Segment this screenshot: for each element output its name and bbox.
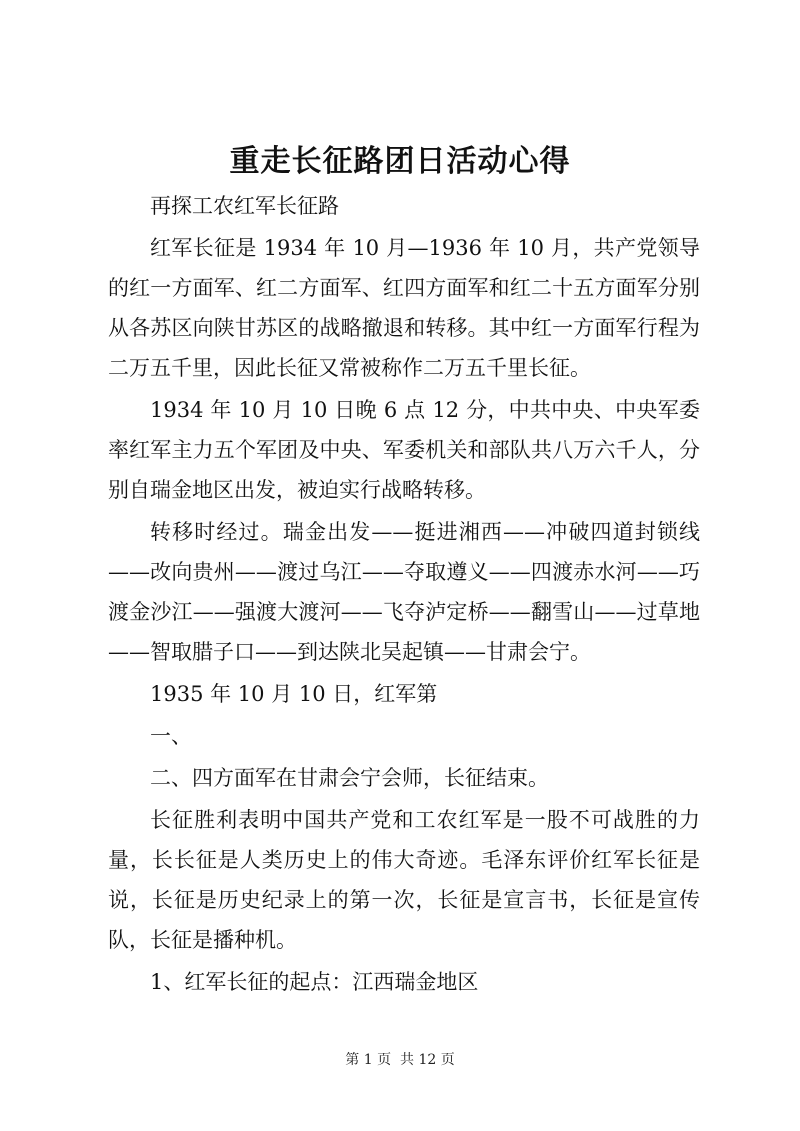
paragraph-subtitle: 再探工农红军长征路 — [150, 194, 339, 218]
page-footer — [0, 1050, 800, 1070]
document-title: 重走长征路团日活动心得 — [229, 144, 571, 179]
paragraph-intro: 红军长征是 1934 年 10 月—1936 年 10 月，共产党领导的红一方面军、红二方面军、红四方面军和红二十五方面军分别从各苏区向陕甘苏区的战略撤退和转移。其中红一方面军行程为二万五千里，因此长征又常被称作二万五千里长征。 — [108, 236, 700, 380]
paragraph-route: 转移时经过。瑞金出发——挺进湘西——冲破四道封锁线——改向贵州——渡过乌江——夺取遵义——四渡赤水河——巧渡金沙江——强渡大渡河——飞夺泸定桥——翻雪山——过草地——智取腊子口——到达陕北吴起镇——甘肃会宁。 — [108, 520, 700, 664]
paragraph-departure: 1934 年 10 月 10 日晚 6 点 12 分，中共中央、中央军委率红军主力五个军团及中央、军委机关和部队共八万六千人，分别自瑞金地区出发，被迫实行战略转移。 — [108, 398, 700, 502]
paragraph-item-one: 一、 — [150, 724, 192, 748]
paragraph-date: 1935 年 10 月 10 日，红军第 — [150, 682, 438, 706]
document-body — [108, 186, 700, 1002]
paragraph-reunion: 二、四方面军在甘肃会宁会师，长征结束。 — [150, 766, 549, 790]
paragraph-starting-point: 1、红军长征的起点：江西瑞金地区 — [150, 970, 479, 994]
paragraph-significance: 长征胜利表明中国共产党和工农红军是一股不可战胜的力量，长长征是人类历史上的伟大奇迹。毛泽东评价红军长征是说，长征是历史纪录上的第一次，长征是宣言书，长征是宣传队，长征是播种机。 — [108, 808, 700, 952]
page-number: 第 1 页 共 12 页 — [345, 1052, 455, 1068]
